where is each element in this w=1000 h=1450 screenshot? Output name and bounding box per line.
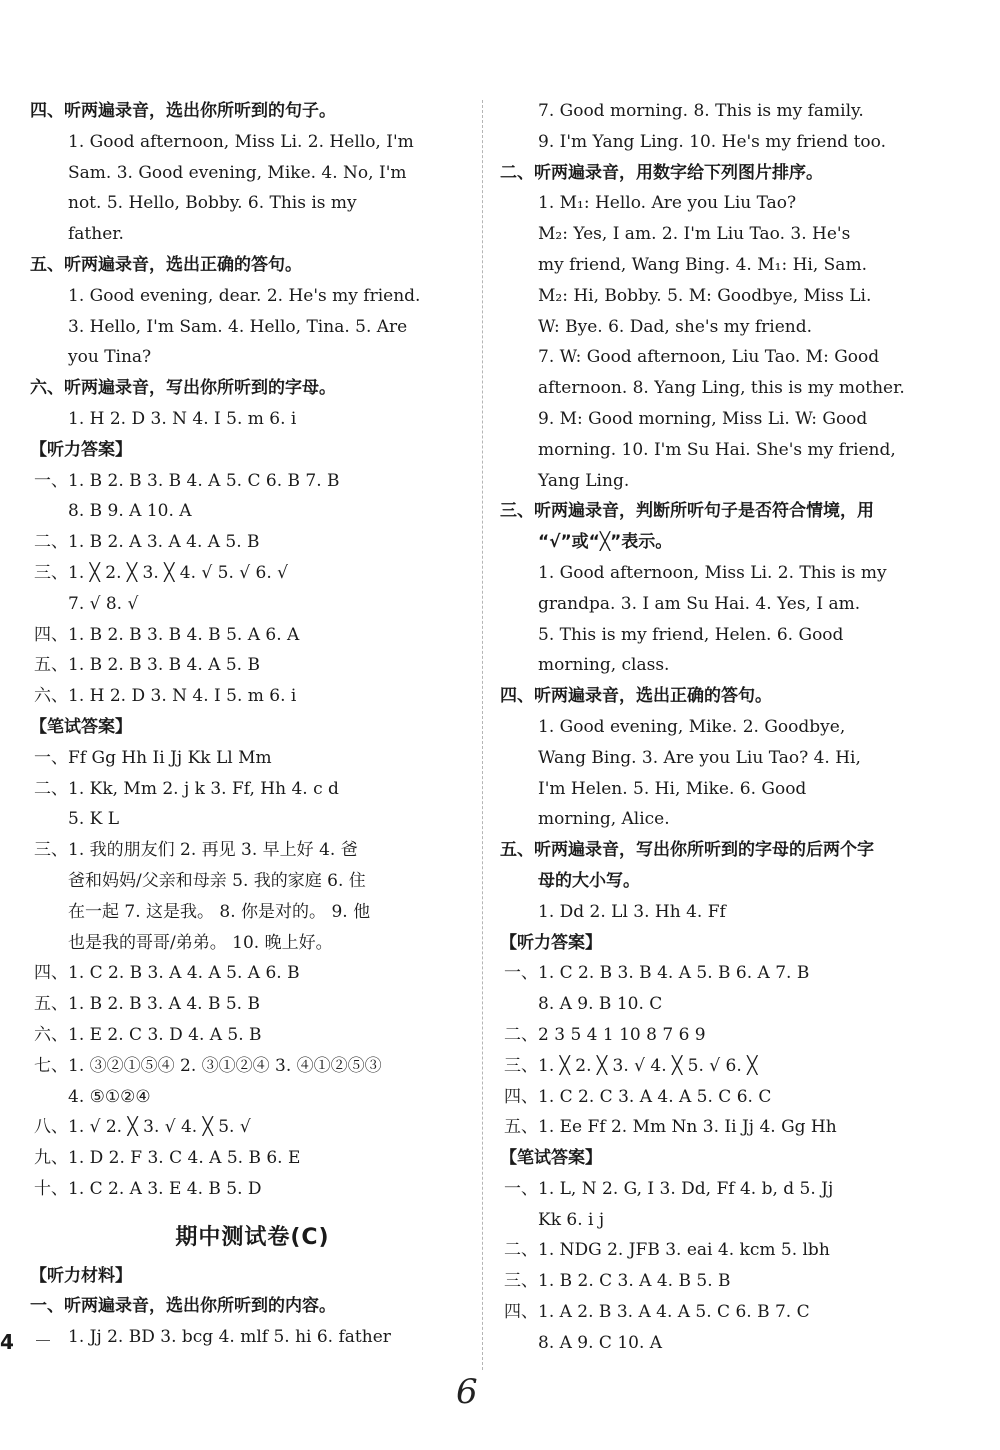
text-line: 1. Good afternoon, Miss Li. 2. Hello, I'm xyxy=(68,131,414,152)
text-line: Sam. 3. Good evening, Mike. 4. No, I'm xyxy=(68,162,407,183)
text-line: 二、1. NDG 2. JFB 3. eai 4. kcm 5. lbh xyxy=(504,1240,830,1261)
text-line: 一、1. C 2. B 3. B 4. A 5. B 6. A 7. B xyxy=(504,963,810,984)
text-line: 十、1. C 2. A 3. E 4. B 5. D xyxy=(34,1178,262,1199)
handwritten-mark: 6 xyxy=(456,1372,478,1412)
text-line: 一、Ff Gg Hh Ii Jj Kk Ll Mm xyxy=(34,747,272,768)
section-heading: 【听力材料】 xyxy=(30,1265,132,1286)
section-heading: 【听力答案】 xyxy=(30,439,132,460)
text-line: 一、1. L, N 2. G, I 3. Dd, Ff 4. b, d 5. Jj xyxy=(504,1178,834,1199)
text-line: 四、1. C 2. B 3. A 4. A 5. A 6. B xyxy=(34,963,300,984)
text-line: 四、1. A 2. B 3. A 4. A 5. C 6. B 7. C xyxy=(504,1302,810,1323)
text-line: my friend, Wang Bing. 4. M₁: Hi, Sam. xyxy=(538,254,867,275)
text-line: morning, class. xyxy=(538,655,670,676)
text-line: 一、1. B 2. B 3. B 4. A 5. C 6. B 7. B xyxy=(34,470,340,491)
text-line: 1. Good afternoon, Miss Li. 2. This is my xyxy=(538,562,887,583)
section-heading: 【笔试答案】 xyxy=(500,1148,602,1169)
text-line: Yang Ling. xyxy=(538,470,630,491)
text-line: 六、1. E 2. C 3. D 4. A 5. B xyxy=(34,1024,262,1045)
section-title: 期中测试卷(C) xyxy=(175,1224,330,1250)
section-heading: 四、听两遍录音，选出正确的答句。 xyxy=(500,686,772,707)
left-column xyxy=(30,96,475,1353)
text-line: M₂: Yes, I am. 2. I'm Liu Tao. 3. He's xyxy=(538,224,851,245)
right-column xyxy=(500,96,945,1359)
text-line: 五、1. B 2. B 3. B 4. A 5. B xyxy=(34,655,260,676)
text-line: 五、1. Ee Ff 2. Mm Nn 3. Ii Jj 4. Gg Hh xyxy=(504,1117,837,1138)
section-heading: 四、听两遍录音，选出你所听到的句子。 xyxy=(30,101,336,121)
text-line: 8. B 9. A 10. A xyxy=(68,501,192,522)
text-line: 九、1. D 2. F 3. C 4. A 5. B 6. E xyxy=(34,1148,301,1169)
text-line: 8. A 9. B 10. C xyxy=(538,994,663,1015)
text-line: 1. Good evening, Mike. 2. Goodbye, xyxy=(538,716,846,737)
text-line: 七、1. ③②①⑤④ 2. ③①②④ 3. ④①②⑤③ xyxy=(34,1055,382,1076)
text-line: 三、1. 我的朋友们 2. 再见 3. 早上好 4. 爸 xyxy=(34,840,358,861)
text-line: 1. M₁: Hello. Are you Liu Tao? xyxy=(538,193,797,214)
text-line: 5. K L xyxy=(68,809,120,830)
text-line: 9. I'm Yang Ling. 10. He's my friend too. xyxy=(538,131,886,152)
text-line: 二、1. Kk, Mm 2. j k 3. Ff, Hh 4. c d xyxy=(34,778,339,799)
text-line: grandpa. 3. I am Su Hai. 4. Yes, I am. xyxy=(538,593,861,614)
page-number: 4 xyxy=(0,1330,14,1354)
section-heading: 五、听两遍录音，写出你所听到的字母的后两个字 xyxy=(500,840,874,861)
column-divider xyxy=(482,100,483,1370)
text-line: 7. √ 8. √ xyxy=(68,593,139,614)
text-line: you Tina? xyxy=(68,347,152,368)
section-heading: 二、听两遍录音，用数字给下列图片排序。 xyxy=(500,162,823,183)
text-line: 在一起 7. 这是我。 8. 你是对的。 9. 他 xyxy=(68,901,371,922)
text-line: 三、1. ╳ 2. ╳ 3. √ 4. ╳ 5. √ 6. ╳ xyxy=(504,1055,758,1076)
text-line: morning. 10. I'm Su Hai. She's my friend, xyxy=(538,439,896,460)
section-heading: 三、听两遍录音，判断所听句子是否符合情境，用 xyxy=(500,501,874,522)
text-line: 五、1. B 2. B 3. A 4. B 5. B xyxy=(34,994,260,1015)
text-line: 1. Dd 2. Ll 3. Hh 4. Ff xyxy=(538,901,726,922)
section-heading: 【笔试答案】 xyxy=(30,716,132,737)
text-line: 三、1. ╳ 2. ╳ 3. ╳ 4. √ 5. √ 6. √ xyxy=(34,562,288,583)
text-line: 二、2 3 5 4 1 10 8 7 6 9 xyxy=(504,1024,706,1045)
text-line: 爸和妈妈/父亲和母亲 5. 我的家庭 6. 住 xyxy=(68,870,366,891)
text-line: 六、1. H 2. D 3. N 4. I 5. m 6. i xyxy=(34,686,297,707)
text-line: Kk 6. i j xyxy=(538,1209,605,1230)
text-line: 四、1. C 2. C 3. A 4. A 5. C 6. C xyxy=(504,1086,772,1107)
section-heading: 母的大小写。 xyxy=(538,870,640,891)
text-line: 4. ⑤①②④ xyxy=(68,1086,151,1107)
text-line: 1. Good evening, dear. 2. He's my friend. xyxy=(68,285,421,306)
text-line: 7. Good morning. 8. This is my family. xyxy=(538,101,864,121)
text-line: 3. Hello, I'm Sam. 4. Hello, Tina. 5. Are xyxy=(68,316,408,337)
text-line: 8. A 9. C 10. A xyxy=(538,1332,663,1353)
text-line: 三、1. B 2. C 3. A 4. B 5. B xyxy=(504,1271,731,1292)
text-line: father. xyxy=(68,224,124,245)
text-line: morning, Alice. xyxy=(538,809,670,830)
text-line: afternoon. 8. Yang Ling, this is my mother. xyxy=(538,378,905,399)
text-line: 7. W: Good afternoon, Liu Tao. M: Good xyxy=(538,347,880,368)
text-line: 1. Jj 2. BD 3. bcg 4. mlf 5. hi 6. father xyxy=(68,1327,391,1348)
text-line: I'm Helen. 5. Hi, Mike. 6. Good xyxy=(538,778,807,799)
text-line: 二、1. B 2. A 3. A 4. A 5. B xyxy=(34,532,260,553)
text-line: 9. M: Good morning, Miss Li. W: Good xyxy=(538,408,868,429)
text-line: 5. This is my friend, Helen. 6. Good xyxy=(538,624,844,645)
text-line: 四、1. B 2. B 3. B 4. B 5. A 6. A xyxy=(34,624,300,645)
page-number-dash xyxy=(36,1340,50,1341)
text-line: not. 5. Hello, Bobby. 6. This is my xyxy=(68,193,357,214)
text-line: 八、1. √ 2. ╳ 3. √ 4. ╳ 5. √ xyxy=(34,1117,251,1138)
section-heading: 一、听两遍录音，选出你所听到的内容。 xyxy=(30,1296,336,1317)
section-heading: 【听力答案】 xyxy=(500,932,602,953)
text-line: 1. H 2. D 3. N 4. I 5. m 6. i xyxy=(68,408,297,429)
section-heading: 六、听两遍录音，写出你所听到的字母。 xyxy=(30,378,336,399)
text-line: Wang Bing. 3. Are you Liu Tao? 4. Hi, xyxy=(538,747,861,768)
text-line: 也是我的哥哥/弟弟。 10. 晚上好。 xyxy=(68,932,333,953)
section-heading: “√”或“╳”表示。 xyxy=(538,532,673,553)
text-line: W: Bye. 6. Dad, she's my friend. xyxy=(538,316,812,337)
text-line: M₂: Hi, Bobby. 5. M: Goodbye, Miss Li. xyxy=(538,285,872,306)
section-heading: 五、听两遍录音，选出正确的答句。 xyxy=(30,254,302,275)
